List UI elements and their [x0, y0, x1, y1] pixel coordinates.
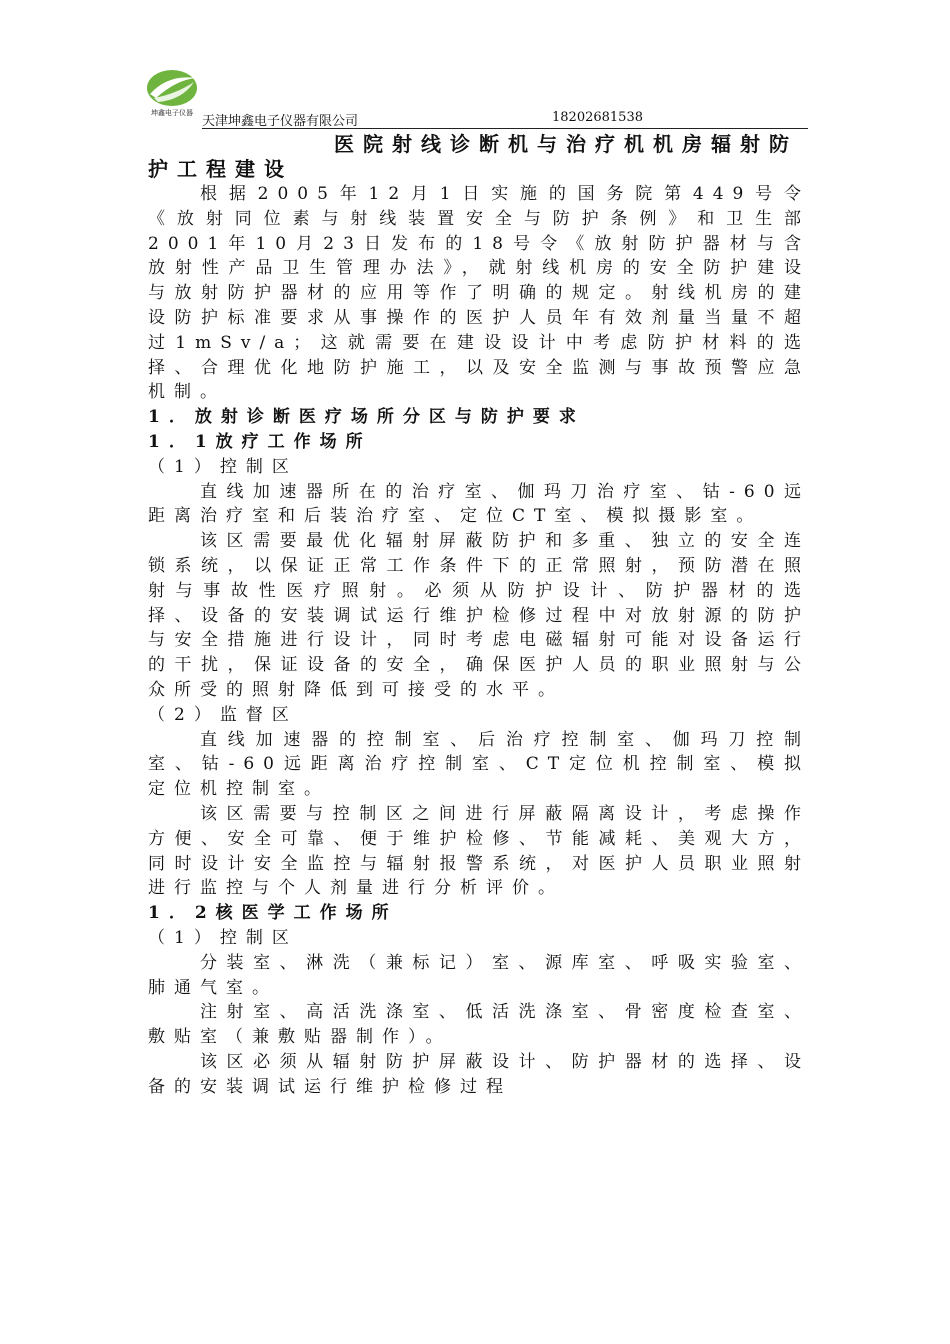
- subsection-heading: 1．2核医学工作场所: [148, 903, 398, 924]
- body-paragraph: 分装室、淋洗（兼标记）室、源库室、呼吸实验室、肺通气室。: [148, 952, 810, 998]
- header-divider: [202, 128, 808, 129]
- title-line-2: 护工程建设: [148, 157, 293, 181]
- intro-paragraph: 根据2005年12月1日实施的国务院第449号令《放射同位素与射线装置安全与防护条例》和卫生部2001年10月23日发布的18号令《放射防护器材与含放射性产品卫生管理办法》，就射线机房的安全防护建设与放射防护器材的应用等作了明确的规定。射线机房的建设防护标准要求从事操作的医护人员年有效剂量当量不超过1mSv/a；这就需要在建设设计中考虑防护材料的选择、合理优化地防护施工，以及安全监测与事故预警应急机制。: [148, 184, 810, 403]
- company-name: 天津坤鑫电子仪器有限公司: [202, 114, 359, 129]
- zone-heading: （1）控制区: [148, 456, 298, 477]
- page-header: [146, 68, 808, 130]
- body-paragraph: 直线加速器的控制室、后治疗控制室、伽玛刀控制室、钴-60远距离治疗控制室、CT定位机控制室、模拟定位机控制室。: [148, 729, 810, 800]
- body-paragraph: 直线加速器所在的治疗室、伽玛刀治疗室、钴-60远距离治疗室和后装治疗室、定位CT室、模拟摄影室。: [148, 481, 810, 527]
- logo-text: 坤鑫电子仪器: [151, 109, 193, 117]
- zone-heading: （1）控制区: [148, 927, 298, 948]
- body-paragraph: 该区需要最优化辐射屏蔽防护和多重、独立的安全连锁系统，以保证正常工作条件下的正常照射，预防潜在照射与事故性医疗照射。必须从防护设计、防护器材的选择、设备的安装调试运行维护检修过程中对放射源的防护与安全措施进行设计，同时考虑电磁辐射可能对设备运行的干扰，保证设备的安全，确保医护人员的职业照射与公众所受的照射降低到可接受的水平。: [148, 531, 810, 700]
- body-paragraph: 该区必须从辐射防护屏蔽设计、防护器材的选择、设备的安装调试运行维护检修过程: [148, 1051, 810, 1097]
- zone-heading: （2）监督区: [148, 704, 298, 725]
- section-heading: 1．放射诊断医疗场所分区与防护要求: [148, 407, 585, 428]
- subsection-heading: 1．1放疗工作场所: [148, 431, 372, 452]
- company-logo: [146, 68, 202, 118]
- phone-number: 18202681538: [552, 110, 643, 125]
- document-body: [148, 182, 810, 1099]
- body-paragraph: 该区需要与控制区之间进行屏蔽隔离设计，考虑操作方便、安全可靠、便于维护检修、节能减耗、美观大方，同时设计安全监控与辐射报警系统，对医护人员职业照射进行监控与个人剂量进行分析评价。: [148, 803, 810, 899]
- body-paragraph: 注射室、高活洗涤室、低活洗涤室、骨密度检查室、敷贴室（兼敷贴器制作）。: [148, 1002, 810, 1048]
- document-title: [148, 132, 798, 182]
- title-line-1: 医院射线诊断机与治疗机机房辐射防: [334, 132, 798, 156]
